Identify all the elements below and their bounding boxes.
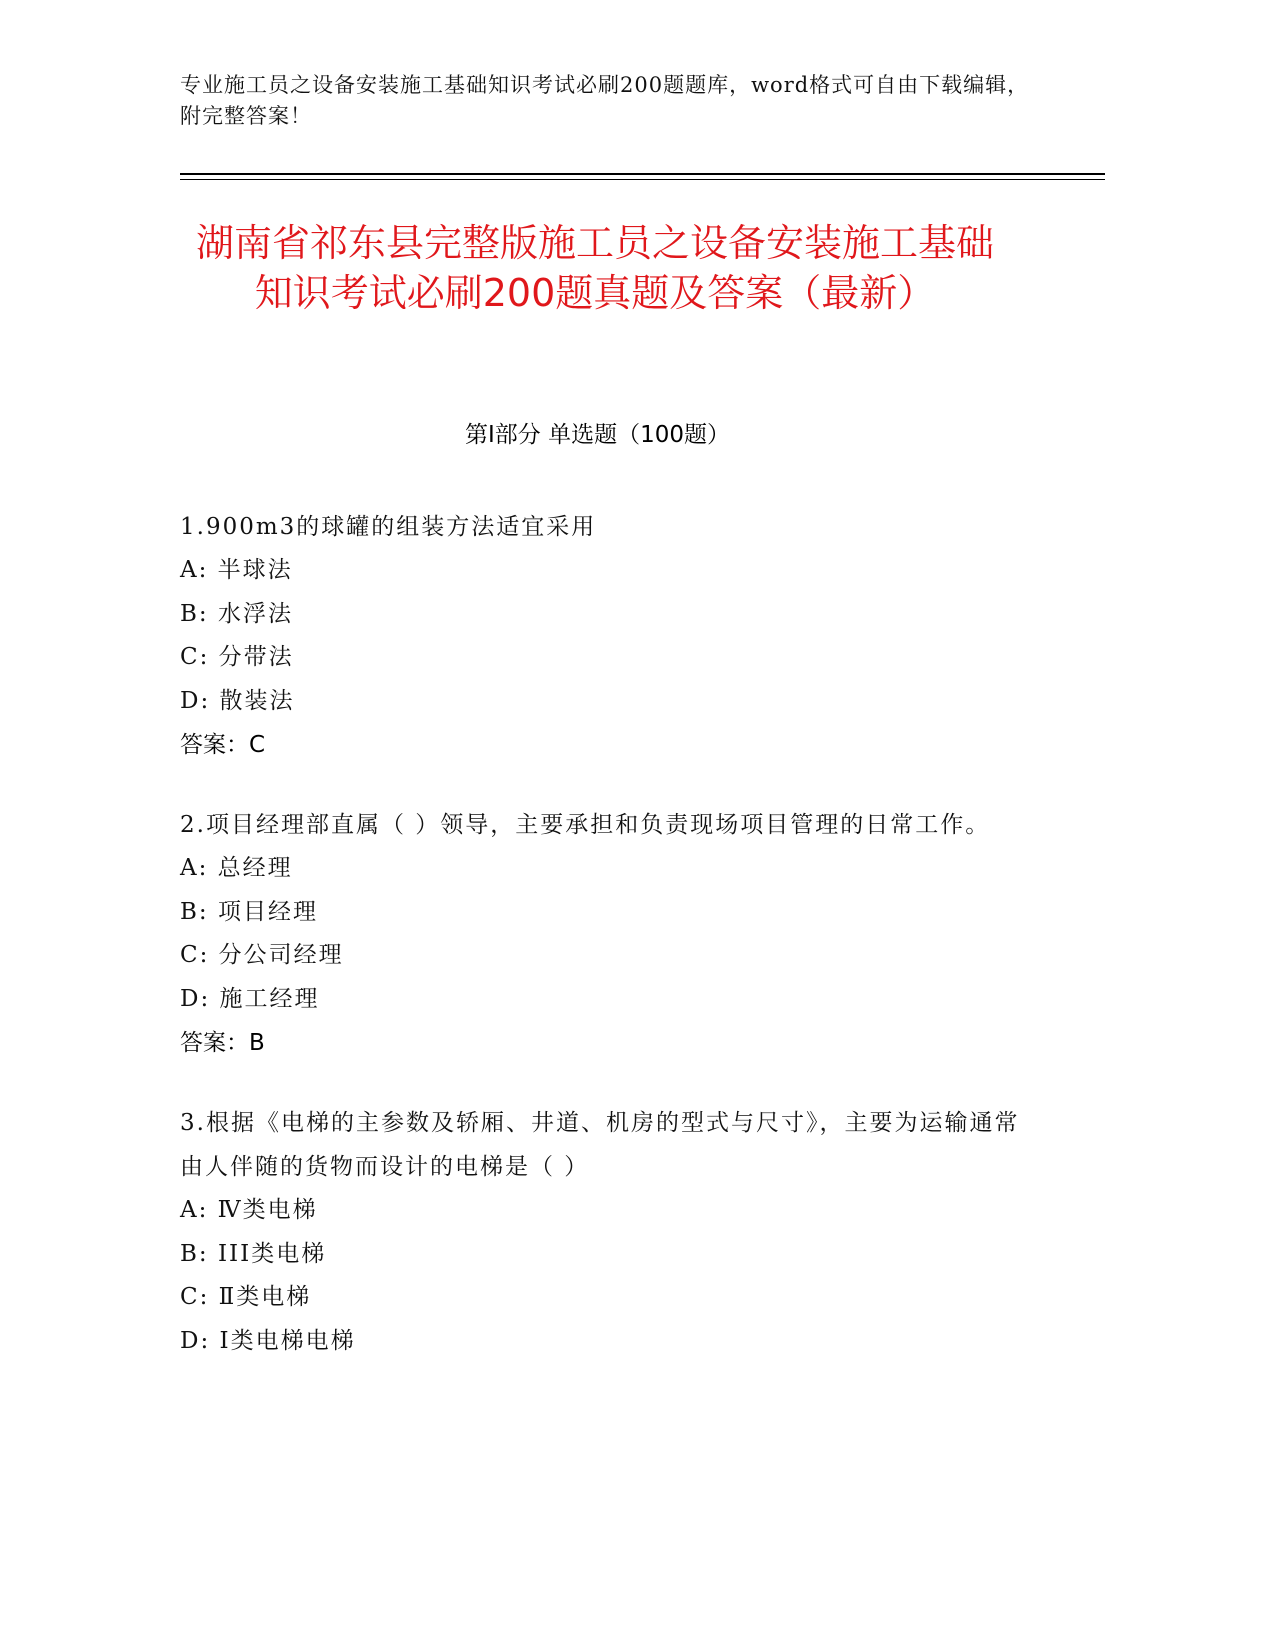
- option-c: C: 分公司经理: [180, 942, 344, 968]
- option-b: B: 水浮法: [180, 600, 293, 627]
- header-divider-thick: [180, 173, 1105, 175]
- document-title: 湖南省祁东县完整版施工员之设备安装施工基础知识考试必刷200题真题及答案（最新）: [195, 221, 994, 315]
- question-list: [180, 505, 1040, 1399]
- question-3: [180, 1101, 1040, 1363]
- option-d: D: Ⅰ类电梯电梯: [180, 1327, 356, 1354]
- question-stem: 2.项目经理部直属（ ）领导，主要承担和负责现场项目管理的日常工作。: [180, 812, 991, 838]
- question-stem: 1.900m3的球罐的组装方法适宜采用: [180, 514, 597, 540]
- option-a: A: 总经理: [180, 855, 293, 881]
- option-d: D: 散装法: [180, 687, 295, 714]
- question-1: [180, 505, 1040, 767]
- option-c: C: Ⅱ类电梯: [180, 1284, 312, 1310]
- question-2: [180, 803, 1040, 1065]
- header-note: 专业施工员之设备安装施工基础知识考试必刷200题题库，word格式可自由下载编辑，附完整答案！: [180, 73, 1030, 128]
- question-stem: 3.根据《电梯的主参数及轿厢、井道、机房的型式与尺寸》，主要为运输通常由人伴随的货物而设计的电梯是（ ）: [180, 1110, 1020, 1180]
- option-a: A: Ⅳ类电梯: [180, 1197, 318, 1223]
- option-a: A: 半球法: [180, 557, 293, 583]
- option-b: B: III类电梯: [180, 1240, 327, 1267]
- option-d: D: 施工经理: [180, 985, 320, 1012]
- option-b: B: 项目经理: [180, 898, 318, 925]
- answer: 答案：C: [180, 732, 266, 758]
- answer: 答案：B: [180, 1030, 265, 1056]
- section-title: 第Ⅰ部分 单选题（100题）: [465, 422, 730, 448]
- header-divider-thin: [180, 179, 1105, 180]
- option-c: C: 分带法: [180, 644, 294, 670]
